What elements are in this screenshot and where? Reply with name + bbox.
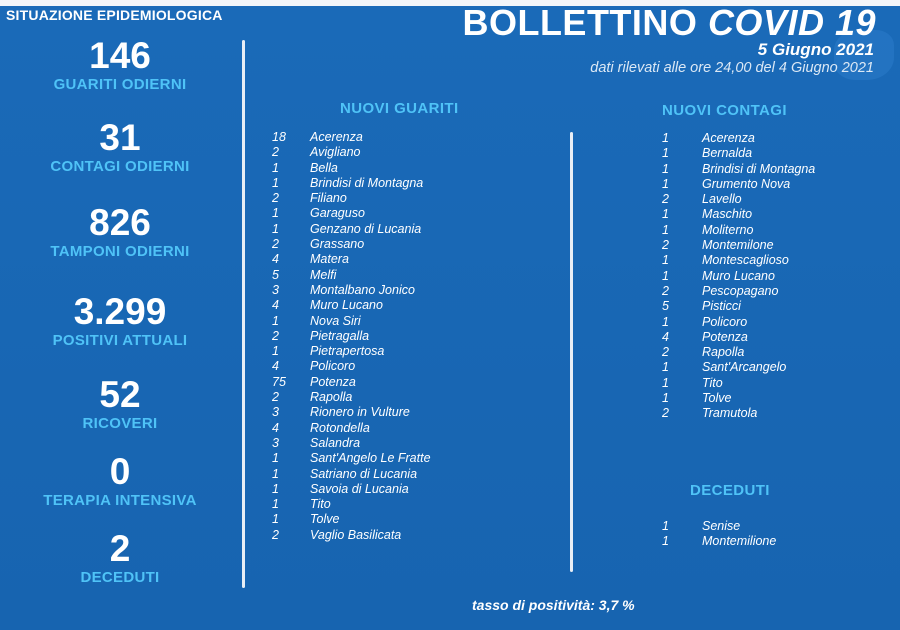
municipality-name: Salandra	[310, 435, 361, 450]
stat-tamponi	[0, 203, 240, 261]
municipality-name: Tramutola	[702, 406, 758, 421]
municipality-name: Maschito	[702, 207, 753, 222]
positivity-rate: tasso di positività: 3,7 %	[472, 597, 635, 613]
list-item	[662, 207, 882, 222]
municipality-name: Montemilione	[702, 534, 777, 549]
list-item	[272, 145, 512, 160]
list-item	[272, 467, 512, 482]
list-item	[272, 497, 512, 512]
case-count: 1	[662, 519, 669, 533]
municipality-name: Montemilone	[702, 238, 774, 253]
case-count: 1	[272, 344, 279, 359]
list-item	[272, 222, 512, 237]
list-item	[662, 238, 882, 253]
list-item	[272, 451, 512, 466]
list-item	[662, 315, 882, 330]
list-item	[662, 345, 882, 360]
list-item	[662, 519, 882, 534]
case-count: 4	[272, 420, 279, 435]
stat-label: GUARITI ODIERNI	[53, 76, 187, 93]
municipality-name: Satriano di Lucania	[310, 466, 418, 481]
stat-label: TERAPIA INTENSIVA	[43, 492, 197, 509]
case-count: 18	[272, 130, 286, 144]
list-item	[662, 253, 882, 268]
municipality-name: Rapolla	[702, 345, 745, 360]
case-count: 2	[272, 390, 279, 405]
list-item	[662, 391, 882, 406]
municipality-name: Avigliano	[310, 145, 361, 160]
case-count: 1	[662, 207, 669, 222]
case-count: 1	[272, 451, 279, 466]
list-item	[272, 191, 512, 206]
case-count: 2	[662, 406, 669, 421]
municipality-name: Rapolla	[310, 390, 353, 405]
deceduti-list	[662, 519, 882, 550]
stat-label: POSITIVI ATTUALI	[52, 332, 188, 349]
case-count: 1	[272, 175, 279, 190]
list-item	[272, 206, 512, 221]
contagi-list	[662, 131, 882, 422]
case-count: 4	[272, 252, 279, 267]
stat-value: 3.299	[73, 291, 167, 332]
stat-label: TAMPONI ODIERNI	[50, 243, 190, 260]
municipality-name: Garaguso	[310, 206, 365, 221]
case-count: 1	[662, 161, 669, 176]
municipality-name: Filiano	[310, 191, 347, 206]
list-item	[272, 329, 512, 344]
municipality-name: Bella	[310, 160, 338, 175]
case-count: 2	[272, 527, 279, 542]
municipality-name: Rionero in Vulture	[310, 405, 410, 420]
title-main: BOLLETTINO	[462, 2, 708, 43]
list-item	[272, 482, 512, 497]
list-item	[272, 375, 512, 390]
case-count: 1	[662, 268, 669, 283]
case-count: 1	[272, 160, 279, 175]
case-count: 75	[272, 374, 286, 389]
case-count: 1	[272, 221, 279, 236]
list-item	[272, 405, 512, 420]
municipality-name: Senise	[702, 519, 741, 533]
list-item	[662, 269, 882, 284]
case-count: 1	[662, 176, 669, 191]
list-item	[272, 252, 512, 267]
stat-terapia-intensiva	[0, 452, 240, 510]
municipality-name: Lavello	[702, 192, 742, 207]
stat-label: CONTAGI ODIERNI	[50, 158, 190, 175]
case-count: 2	[272, 328, 279, 343]
list-item	[662, 223, 882, 238]
municipality-name: Matera	[310, 252, 349, 267]
case-count: 4	[272, 359, 279, 374]
municipality-name: Rotondella	[310, 420, 370, 435]
municipality-name: Grassano	[310, 237, 365, 252]
guariti-list	[272, 130, 512, 543]
list-item	[662, 131, 882, 146]
list-item	[272, 390, 512, 405]
case-count: 4	[272, 298, 279, 313]
municipality-name: Nova Siri	[310, 313, 361, 328]
list-item	[662, 534, 882, 549]
case-count: 2	[662, 283, 669, 298]
case-count: 1	[272, 466, 279, 481]
list-item	[272, 237, 512, 252]
case-count: 2	[662, 192, 669, 207]
case-count: 1	[272, 313, 279, 328]
list-item	[272, 268, 512, 283]
list-item	[272, 436, 512, 451]
municipality-name: Potenza	[310, 374, 356, 389]
list-item	[272, 344, 512, 359]
stat-ricoveri	[0, 375, 240, 433]
municipality-name: Brindisi di Montagna	[702, 161, 816, 176]
stat-value: 146	[89, 35, 151, 76]
list-item	[662, 376, 882, 391]
center-divider	[570, 132, 573, 572]
case-count: 1	[272, 512, 279, 527]
municipality-name: Pietragalla	[310, 328, 370, 343]
case-count: 1	[662, 222, 669, 237]
municipality-name: Tolve	[310, 512, 340, 527]
municipality-name: Savoia di Lucania	[310, 481, 409, 496]
list-item	[272, 283, 512, 298]
case-count: 2	[662, 238, 669, 253]
municipality-name: Acerenza	[310, 130, 363, 144]
case-count: 2	[272, 237, 279, 252]
case-count: 1	[272, 497, 279, 512]
bulletin-date: 5 Giugno 2021	[757, 40, 874, 59]
stat-label: DECEDUTI	[80, 569, 160, 586]
municipality-name: Sant'Angelo Le Fratte	[310, 451, 431, 466]
municipality-name: Bernalda	[702, 146, 753, 161]
list-item	[662, 299, 882, 314]
municipality-name: Montescaglioso	[702, 253, 789, 268]
bulletin-subtitle: dati rilevati alle ore 24,00 del 4 Giugno 2021	[590, 60, 874, 76]
case-count: 2	[272, 145, 279, 160]
municipality-name: Brindisi di Montagna	[310, 175, 424, 190]
case-count: 3	[272, 282, 279, 297]
main-title	[462, 2, 876, 44]
case-count: 1	[272, 206, 279, 221]
case-count: 5	[272, 267, 279, 282]
municipality-name: Sant'Arcangelo	[702, 360, 787, 375]
municipality-name: Genzano di Lucania	[310, 221, 422, 236]
municipality-name: Tito	[702, 375, 723, 390]
case-count: 1	[662, 375, 669, 390]
case-count: 1	[662, 131, 669, 145]
case-count: 1	[272, 481, 279, 496]
municipality-name: Pescopagano	[702, 283, 779, 298]
left-divider	[242, 40, 245, 588]
list-item	[662, 177, 882, 192]
list-item	[272, 512, 512, 527]
list-item	[662, 146, 882, 161]
municipality-name: Montalbano Jonico	[310, 282, 415, 297]
list-item	[272, 528, 512, 543]
stat-positivi	[0, 292, 240, 350]
stat-deceduti	[0, 529, 240, 587]
title-italic: COVID 19	[707, 2, 876, 43]
stat-value: 31	[99, 117, 141, 158]
left-title: SITUAZIONE EPIDEMIOLOGICA	[6, 7, 223, 23]
municipality-name: Policoro	[310, 359, 356, 374]
case-count: 3	[272, 405, 279, 420]
stat-value: 0	[109, 451, 131, 492]
list-item	[272, 421, 512, 436]
municipality-name: Potenza	[702, 329, 748, 344]
municipality-name: Grumento Nova	[702, 176, 791, 191]
heading-nuovi-contagi: NUOVI CONTAGI	[662, 102, 787, 119]
list-item	[272, 298, 512, 313]
case-count: 1	[662, 360, 669, 375]
list-item	[662, 360, 882, 375]
stat-value: 2	[109, 528, 131, 569]
list-item	[272, 176, 512, 191]
municipality-name: Muro Lucano	[310, 298, 383, 313]
stat-value: 52	[99, 374, 141, 415]
list-item	[272, 314, 512, 329]
heading-deceduti: DECEDUTI	[690, 482, 770, 499]
list-item	[662, 330, 882, 345]
case-count: 1	[662, 314, 669, 329]
list-item	[662, 406, 882, 421]
stat-contagi	[0, 118, 240, 176]
case-count: 3	[272, 435, 279, 450]
stat-guariti	[0, 36, 240, 94]
stat-value: 826	[89, 202, 151, 243]
municipality-name: Vaglio Basilicata	[310, 527, 402, 542]
list-item	[272, 130, 512, 145]
list-item	[662, 162, 882, 177]
case-count: 2	[272, 191, 279, 206]
case-count: 1	[662, 253, 669, 268]
municipality-name: Policoro	[702, 314, 748, 329]
municipality-name: Moliterno	[702, 222, 754, 237]
municipality-name: Tolve	[702, 391, 732, 406]
list-item	[272, 359, 512, 374]
stat-label: RICOVERI	[82, 415, 158, 432]
municipality-name: Melfi	[310, 267, 337, 282]
case-count: 1	[662, 534, 669, 549]
heading-nuovi-guariti: NUOVI GUARITI	[340, 100, 459, 117]
case-count: 5	[662, 299, 669, 314]
municipality-name: Pisticci	[702, 299, 741, 314]
municipality-name: Tito	[310, 497, 331, 512]
case-count: 1	[662, 146, 669, 161]
municipality-name: Acerenza	[702, 131, 755, 145]
case-count: 2	[662, 345, 669, 360]
municipality-name: Muro Lucano	[702, 268, 775, 283]
case-count: 1	[662, 391, 669, 406]
list-item	[272, 161, 512, 176]
list-item	[662, 284, 882, 299]
case-count: 4	[662, 329, 669, 344]
municipality-name: Pietrapertosa	[310, 344, 385, 359]
list-item	[662, 192, 882, 207]
